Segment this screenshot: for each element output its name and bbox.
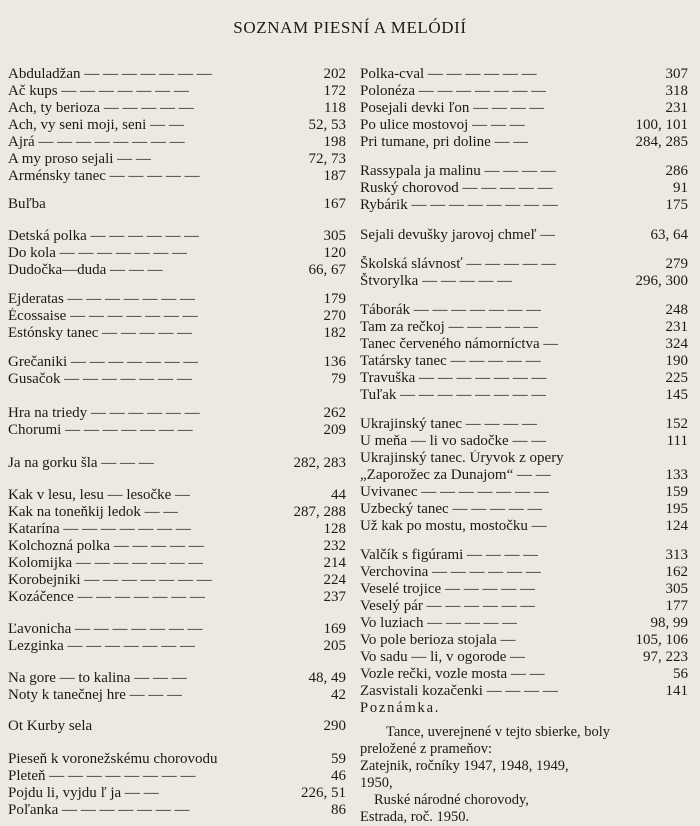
entry-title: Posejali devki ľon — — — — (360, 100, 545, 116)
entry-title: Ajrá — — — — — — — — (8, 134, 185, 150)
index-entry (8, 751, 346, 768)
index-entry (8, 521, 346, 538)
entry-title: Abduladžan — — — — — — — (8, 66, 212, 82)
index-entry (360, 302, 688, 319)
index-entry (360, 336, 688, 353)
index-entry (8, 589, 346, 606)
entry-title: Korobejniki — — — — — — — (8, 572, 212, 588)
entry-page: 59 (331, 751, 346, 767)
entry-title: Ruský chorovod — — — — — (360, 180, 553, 196)
entry-page: 324 (665, 336, 688, 352)
entry-title: Zasvistali kozačenki — — — — (360, 683, 558, 699)
index-entry (8, 83, 346, 100)
entry-page: 248 (665, 302, 688, 318)
index-entry (8, 768, 346, 785)
entry-title: Kozáčence — — — — — — — (8, 589, 206, 605)
entry-title: Tanec červeného námorníctva — (360, 336, 559, 352)
entry-page: 145 (665, 387, 688, 403)
index-entry (360, 450, 688, 467)
entry-title: Chorumi — — — — — — — (8, 422, 193, 438)
entry-page: 66, 67 (308, 262, 346, 278)
page-title: SOZNAM PIESNÍ A MELÓDIÍ (233, 18, 467, 37)
note-line: 1950, (360, 775, 393, 791)
index-entry (360, 501, 688, 518)
entry-page: 86 (331, 802, 346, 818)
entry-page: 305 (665, 581, 688, 597)
entry-page: 287, 288 (293, 504, 346, 520)
index-entry (360, 615, 688, 632)
entry-page: 290 (323, 718, 346, 734)
entry-title: Pleteň — — — — — — — — (8, 768, 196, 784)
index-entry (8, 168, 346, 185)
entry-title: Arménsky tanec — — — — — (8, 168, 200, 184)
entry-page: 190 (665, 353, 688, 369)
entry-page: 100, 101 (635, 117, 688, 133)
entry-page: 270 (323, 308, 346, 324)
entry-title: Kak v lesu, lesu — lesočke — (8, 487, 191, 503)
index-entry (360, 197, 688, 214)
entry-title: Pri tumane, pri doline — — (360, 134, 529, 150)
entry-page: 118 (324, 100, 346, 116)
index-entry (8, 687, 346, 704)
index-entry (360, 134, 688, 151)
entry-title: Detská polka — — — — — — (8, 228, 200, 244)
entry-title: Polonéza — — — — — — — (360, 83, 547, 99)
index-entry (360, 83, 688, 100)
entry-title: Pieseň k voronežskému chorovodu (8, 751, 218, 767)
index-entry (8, 455, 346, 472)
index-entry (8, 572, 346, 589)
entry-page: 56 (673, 666, 688, 682)
index-entry (8, 151, 346, 168)
entry-title: Táborák — — — — — — — (360, 302, 542, 318)
entry-title: Écossaise — — — — — — — (8, 308, 198, 324)
entry-title: Do kola — — — — — — — (8, 245, 188, 261)
index-entry (8, 638, 346, 655)
index-entry (8, 100, 346, 117)
entry-title: Polka-cval — — — — — — (360, 66, 537, 82)
index-entry (360, 163, 688, 180)
index-entry (8, 621, 346, 638)
entry-page: 262 (323, 405, 346, 421)
index-entry (360, 256, 688, 273)
entry-title: Uzbecký tanec — — — — — (360, 501, 543, 517)
entry-title: Poľanka — — — — — — — (8, 802, 190, 818)
entry-page: 226, 51 (301, 785, 346, 801)
entry-title: Kolchozná polka — — — — — (8, 538, 204, 554)
entry-title: Vo sadu — li, v ogorode — (360, 649, 526, 665)
index-entry (8, 66, 346, 83)
index-entry (8, 291, 346, 308)
note-line: preložené z prameňov: (360, 741, 493, 757)
index-entry (360, 666, 688, 683)
index-entry (8, 354, 346, 371)
entry-page: 224 (323, 572, 346, 588)
entry-title: Ja na gorku šla — — — (8, 455, 154, 471)
entry-page: 44 (331, 487, 346, 503)
index-entry (8, 325, 346, 342)
entry-title: U meňa — li vo sadočke — — (360, 433, 547, 449)
index-entry (8, 718, 346, 735)
entry-title: Grečaniki — — — — — — — (8, 354, 199, 370)
entry-page: 237 (323, 589, 346, 605)
entry-page: 63, 64 (650, 227, 688, 243)
index-entry (360, 564, 688, 581)
entry-page: 48, 49 (308, 670, 346, 686)
index-entry (360, 319, 688, 336)
entry-title: Dudočka—duda — — — (8, 262, 163, 278)
entry-page: 231 (665, 100, 688, 116)
entry-title: Už kak po mostu, mostočku — (360, 518, 547, 534)
entry-page: 282, 283 (293, 455, 346, 471)
entry-page: 162 (665, 564, 688, 580)
index-entry (360, 433, 688, 450)
entry-title: Uvivanec — — — — — — — (360, 484, 549, 500)
index-entry (8, 134, 346, 151)
entry-title: Lezginka — — — — — — — (8, 638, 196, 654)
entry-title: Katarína — — — — — — — (8, 521, 191, 537)
note-heading: Poznámka. (360, 700, 441, 716)
entry-title: Vozle rečki, vozle mosta — — (360, 666, 545, 682)
index-entry (8, 262, 346, 279)
entry-page: 198 (323, 134, 346, 150)
entry-page: 169 (323, 621, 346, 637)
entry-page: 231 (665, 319, 688, 335)
entry-title: Vo luziach — — — — — (360, 615, 518, 631)
note-line: Tance, uverejnené v tejto sbierke, boly (386, 724, 611, 740)
entry-title: Hra na triedy — — — — — — (8, 405, 200, 421)
entry-title: Kolomijka — — — — — — — (8, 555, 204, 571)
entry-page: 42 (331, 687, 346, 703)
index-entry (8, 802, 346, 819)
index-entry (360, 683, 688, 700)
entry-title: Noty k tanečnej hre — — — (8, 687, 183, 703)
entry-title: Rybárik — — — — — — — — (360, 197, 558, 213)
index-entry (360, 273, 688, 290)
note-line: Ruské národné chorovody, (374, 792, 529, 808)
index-entry (8, 196, 346, 213)
entry-title: Gusačok — — — — — — — (8, 371, 192, 387)
entry-title: Po ulice mostovoj — — — (360, 117, 525, 133)
entry-title: Estónsky tanec — — — — — (8, 325, 193, 341)
entry-page: 179 (323, 291, 346, 307)
entry-title: Ach, vy seni moji, seni — — (8, 117, 184, 133)
entry-page: 167 (323, 196, 346, 212)
entry-page: 296, 300 (635, 273, 688, 289)
entry-page: 305 (323, 228, 346, 244)
index-entry (360, 467, 688, 484)
index-entry (8, 308, 346, 325)
entry-page: 307 (665, 66, 688, 82)
index-entry (8, 422, 346, 439)
entry-title: Pojdu li, vyjdu ľ ja — — (8, 785, 159, 801)
entry-page: 159 (665, 484, 688, 500)
entry-page: 214 (323, 555, 346, 571)
index-entry (360, 416, 688, 433)
entry-title: A my proso sejali — — (8, 151, 151, 167)
index-entry (360, 370, 688, 387)
index-entry (360, 66, 688, 83)
index-entry (360, 117, 688, 134)
entry-page: 91 (673, 180, 688, 196)
entry-page: 318 (665, 83, 688, 99)
index-entry (8, 487, 346, 504)
index-entry (8, 228, 346, 245)
entry-title: Ukrajinský tanec. Úryvok z opery (360, 450, 564, 466)
entry-page: 141 (665, 683, 688, 699)
entry-page: 202 (323, 66, 346, 82)
entry-page: 232 (323, 538, 346, 554)
entry-title: Veselé trojice — — — — — (360, 581, 535, 597)
entry-title: Verchovina — — — — — — (360, 564, 541, 580)
index-entry (360, 227, 688, 244)
index-entry (360, 632, 688, 649)
entry-page: 128 (323, 521, 346, 537)
entry-page: 79 (331, 371, 346, 387)
entry-page: 152 (665, 416, 688, 432)
entry-title: Ľavonicha — — — — — — — (8, 621, 203, 637)
entry-page: 284, 285 (635, 134, 688, 150)
entry-title: Vo pole berioza stojala — (360, 632, 516, 648)
entry-page: 46 (331, 768, 346, 784)
entry-title: „Zaporožec za Dunajom“ — — (360, 467, 551, 483)
index-entry (360, 581, 688, 598)
index-entry (8, 117, 346, 134)
index-entry (360, 518, 688, 535)
entry-page: 136 (323, 354, 346, 370)
entry-title: Sejali devušky jarovoj chmeľ — (360, 227, 556, 243)
index-entry (360, 598, 688, 615)
entry-title: Tuľak — — — — — — — — (360, 387, 547, 403)
index-entry (8, 538, 346, 555)
entry-page: 182 (323, 325, 346, 341)
index-entry (360, 353, 688, 370)
entry-page: 279 (665, 256, 688, 272)
index-entry (8, 504, 346, 521)
entry-title: Veselý pár — — — — — — (360, 598, 536, 614)
entry-title: Školská slávnosť — — — — — (360, 256, 557, 272)
entry-title: Travuška — — — — — — — (360, 370, 547, 386)
entry-page: 177 (665, 598, 688, 614)
index-entry (360, 547, 688, 564)
entry-page: 98, 99 (650, 615, 688, 631)
entry-title: Ukrajinský tanec — — — — (360, 416, 538, 432)
index-entry (8, 670, 346, 687)
entry-page: 286 (665, 163, 688, 179)
entry-title: Ot Kurby sela (8, 718, 93, 734)
entry-page: 72, 73 (308, 151, 346, 167)
index-entry (8, 405, 346, 422)
entry-page: 97, 223 (643, 649, 688, 665)
entry-page: 195 (665, 501, 688, 517)
index-entry (8, 785, 346, 802)
entry-page: 209 (323, 422, 346, 438)
entry-page: 225 (665, 370, 688, 386)
entry-title: Štvorylka — — — — — (360, 273, 513, 289)
entry-page: 111 (666, 433, 688, 449)
entry-title: Ejderatas — — — — — — — (8, 291, 196, 307)
index-entry (8, 245, 346, 262)
index-entry (8, 371, 346, 388)
entry-title: Tam za rečkoj — — — — — (360, 319, 539, 335)
entry-page: 172 (323, 83, 346, 99)
entry-page: 124 (665, 518, 688, 534)
index-entry (360, 649, 688, 666)
entry-title: Ach, ty berioza — — — — — (8, 100, 194, 116)
entry-page: 52, 53 (308, 117, 346, 133)
entry-title: Valčík s figúrami — — — — (360, 547, 539, 563)
note-line: Estrada, roč. 1950. (360, 809, 470, 825)
entry-page: 187 (323, 168, 346, 184)
index-entry (360, 484, 688, 501)
entry-page: 105, 106 (635, 632, 688, 648)
entry-title: Rassypala ja malinu — — — — (360, 163, 556, 179)
note-line: Zatejnik, ročníky 1947, 1948, 1949, (360, 758, 569, 774)
entry-page: 313 (665, 547, 688, 563)
index-entry (8, 555, 346, 572)
index-entry (360, 387, 688, 404)
index-entry (360, 180, 688, 197)
entry-title: Buľba (8, 196, 46, 212)
entry-page: 205 (323, 638, 346, 654)
entry-title: Na gore — to kalina — — — (8, 670, 187, 686)
entry-title: Tatársky tanec — — — — — (360, 353, 541, 369)
entry-page: 175 (665, 197, 688, 213)
entry-title: Kak na toneňkij ledok — — (8, 504, 179, 520)
index-entry (360, 100, 688, 117)
entry-page: 133 (665, 467, 688, 483)
entry-title: Ač kups — — — — — — — (8, 83, 189, 99)
entry-page: 120 (323, 245, 346, 261)
